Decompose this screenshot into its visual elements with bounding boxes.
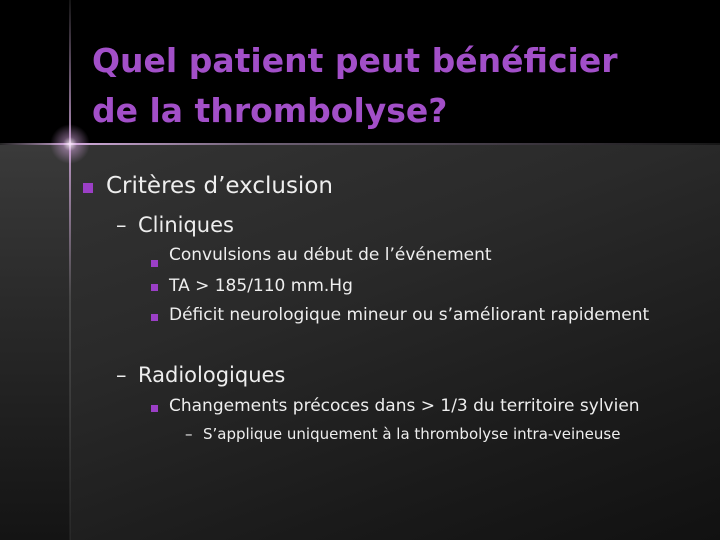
title-line-1: Quel patient peut bénéficier bbox=[92, 41, 618, 80]
bullet-square-icon bbox=[151, 405, 158, 412]
content-panel bbox=[70, 145, 720, 540]
bullet-square-icon bbox=[151, 284, 158, 291]
bullet-blood-pressure: TA > 185/110 mm.Hg bbox=[169, 276, 353, 296]
bullet-convulsions: Convulsions au début de l’événement bbox=[169, 245, 492, 265]
accent-glow bbox=[50, 124, 90, 164]
dash-icon: – bbox=[185, 425, 193, 443]
heading-exclusion-criteria: Critères d’exclusion bbox=[106, 173, 333, 199]
bullet-square-icon bbox=[151, 260, 158, 267]
vertical-accent-line bbox=[69, 0, 71, 540]
bullet-neuro-deficit: Déficit neurologique mineur ou s’améliorant rapidement bbox=[169, 305, 650, 325]
section-label-cliniques: Cliniques bbox=[138, 213, 234, 237]
dash-icon: – bbox=[116, 363, 127, 387]
slide-title bbox=[92, 36, 702, 136]
horizontal-accent-line bbox=[0, 143, 720, 145]
title-line-2: de la thrombolyse? bbox=[92, 91, 448, 130]
bullet-early-changes: Changements précoces dans > 1/3 du territoire sylvien bbox=[169, 396, 640, 416]
dash-icon: – bbox=[116, 213, 127, 237]
bullet-square-icon bbox=[83, 183, 93, 193]
bullet-square-icon bbox=[151, 314, 158, 321]
left-decor-strip bbox=[0, 145, 70, 540]
sub-bullet-iv-only: S’applique uniquement à la thrombolyse intra-veineuse bbox=[203, 425, 621, 443]
section-label-radiologiques: Radiologiques bbox=[138, 363, 286, 387]
